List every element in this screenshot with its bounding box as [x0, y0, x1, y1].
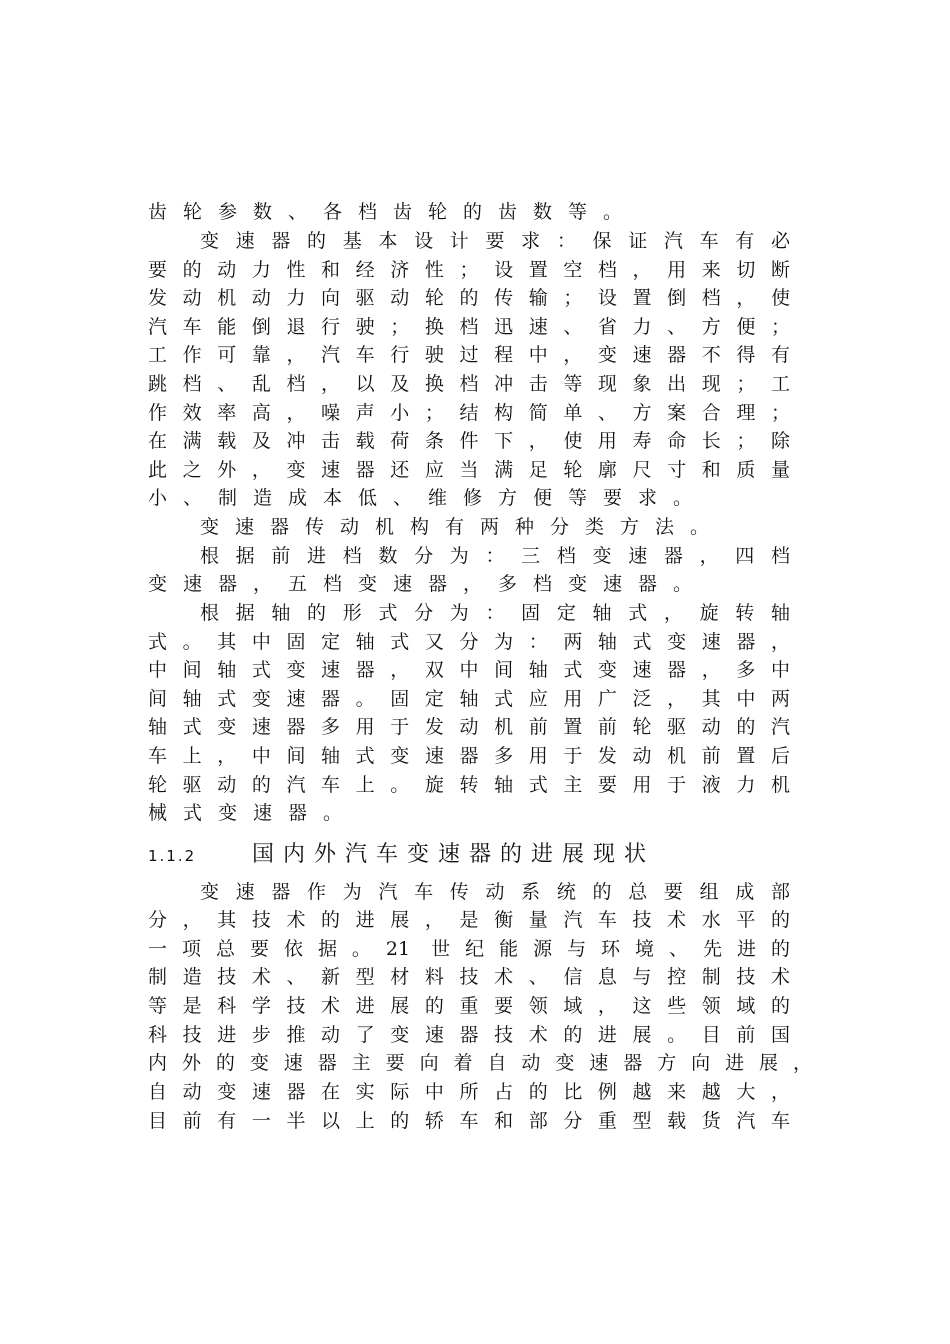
paragraph-line: 变速器作为汽车传动系统的总要组成部	[200, 881, 790, 903]
paragraph-line: 工作可靠，汽车行驶过程中，变速器不得有	[148, 344, 790, 366]
paragraph-line: 等是科学技术进展的重要领域，这些领域的	[148, 995, 790, 1017]
paragraph-line: 发动机动力向驱动轮的传输；设置倒档，使	[148, 287, 790, 309]
paragraph-line: 变速器传动机构有两种分类方法。	[200, 516, 726, 538]
paragraph-line: 分，其技术的进展，是衡量汽车技术水平的	[148, 909, 790, 931]
paragraph-line: 轮驱动的汽车上。旋转轴式主要用于液力机	[148, 774, 790, 796]
paragraph-line: 内外的变速器主要向着自动变速器方向进展，	[148, 1052, 812, 1074]
paragraph-line: 式。其中固定轴式又分为：两轴式变速器，	[148, 631, 790, 653]
paragraph-line: 汽车能倒退行驶；换档迅速、省力、方便；	[148, 316, 790, 338]
paragraph-line: 科技进步推动了变速器技术的进展。目前国	[148, 1024, 790, 1046]
paragraph-line: 小、制造成本低、维修方便等要求。	[148, 487, 709, 509]
paragraph-line: 跳档、乱档，以及换档冲击等现象出现；工	[148, 373, 790, 395]
paragraph-line: 目前有一半以上的轿车和部分重型载货汽车	[148, 1110, 790, 1132]
section-number: 1.1.2	[148, 847, 197, 865]
paragraph-line: 间轴式变速器。固定轴式应用广泛，其中两	[148, 688, 790, 710]
paragraph-line: 轴式变速器多用于发动机前置前轮驱动的汽	[148, 716, 790, 738]
paragraph-line: 自动变速器在实际中所占的比例越来越大，	[148, 1081, 790, 1103]
paragraph-line: 根据前进档数分为：三档变速器，四档	[200, 545, 790, 567]
paragraph-line: 在满载及冲击载荷条件下，使用寿命长；除	[148, 430, 790, 452]
paragraph-line: 齿轮参数、各档齿轮的齿数等。	[148, 201, 639, 223]
paragraph-line: 制造技术、新型材料技术、信息与控制技术	[148, 966, 790, 988]
paragraph-line: 械式变速器。	[148, 802, 359, 824]
paragraph-line: 此之外，变速器还应当满足轮廓尺寸和质量	[148, 459, 790, 481]
paragraph-line: 根据轴的形式分为：固定轴式，旋转轴	[200, 602, 790, 624]
paragraph-line: 变速器，五档变速器，多档变速器。	[148, 573, 709, 595]
paragraph-line: 中间轴式变速器，双中间轴式变速器，多中	[148, 659, 790, 681]
paragraph-line: 一项总要依据。21 世纪能源与环境、先进的	[148, 938, 790, 960]
paragraph-line: 要的动力性和经济性；设置空档，用来切断	[148, 259, 790, 281]
paragraph-line: 变速器的基本设计要求：保证汽车有必	[200, 230, 790, 252]
paragraph-line: 作效率高，噪声小；结构简单、方案合理；	[148, 402, 790, 424]
section-title: 国内外汽车变速器的进展现状	[252, 842, 656, 867]
paragraph-line: 车上，中间轴式变速器多用于发动机前置后	[148, 745, 790, 767]
section-heading	[148, 838, 655, 872]
